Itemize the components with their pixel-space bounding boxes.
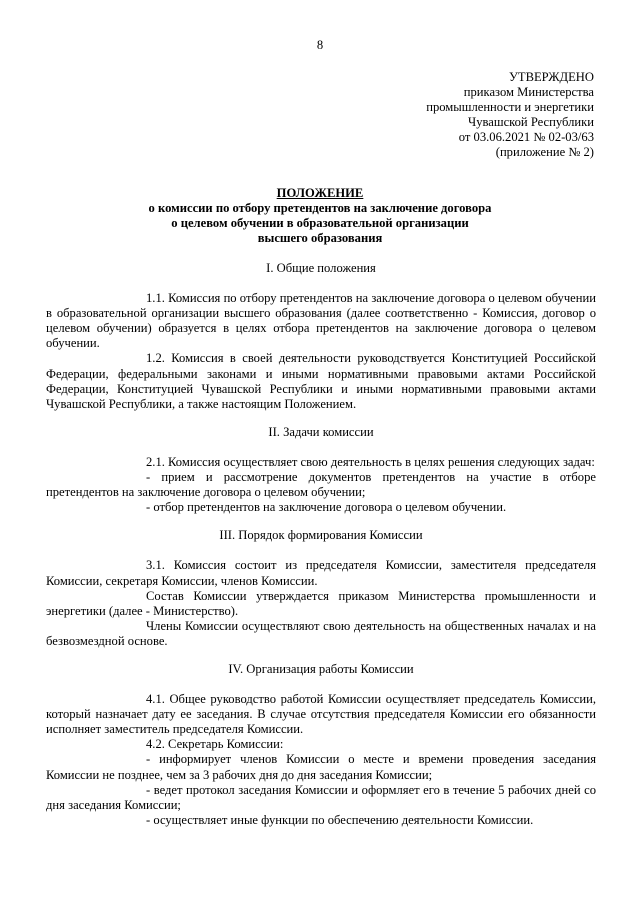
approval-line: УТВЕРЖДЕНО [508,70,594,84]
paragraph: 4.1. Общее руководство работой Комиссии осуществляет председатель Комиссии, который назначает дату ее заседания. В случае отсутствия председателя Комиссии его обязанности исполняет заместитель председателя Комиссии. [46,692,596,737]
title-main: ПОЛОЖЕНИЕ [276,186,364,200]
paragraph: 1.1. Комиссия по отбору претендентов на заключение договора о целевом обучении в образовательной организации высшего образования (далее соответственно - Комиссия, договор о целевом обучении) образуется в целях отбора претендентов на заключение договора о целевом обучении. [46,291,596,351]
section-heading: II. Задачи комиссии [268,424,374,439]
title-subtitle-line: о комиссии по отбору претендентов на заключение договора [148,201,492,216]
paragraph: 3.1. Комиссия состоит из председателя Комиссии, заместителя председателя Комиссии, секретаря Комиссии, членов Комиссии. [46,558,596,588]
section-tasks [46,425,596,515]
paragraph: 1.2. Комиссия в своей деятельности руководствуется Конституцией Российской Федерации, федеральными законами и иными нормативными правовыми актами Российской Федерации, Конституцией Чувашской Республики и иными нормативными правовыми актами Чувашской Республики, а также настоящим Положением. [46,351,596,411]
paragraph: - прием и рассмотрение документов претендентов на участие в отборе претендентов на заключение договора о целевом обучении; [46,470,596,500]
section-heading: III. Порядок формирования Комиссии [219,528,423,543]
paragraph: - отбор претендентов на заключение договора о целевом обучении. [146,500,507,515]
paragraph: Состав Комиссии утверждается приказом Министерства промышленности и энергетики (далее - Министерство). [46,588,596,618]
approval-line: промышленности и энергетики [426,100,594,115]
section-heading: IV. Организация работы Комиссии [228,661,414,676]
approval-line: от 03.06.2021 № 02-03/63 [458,130,594,145]
document-title [60,186,580,246]
approval-line: (приложение № 2) [495,145,594,160]
paragraph: 4.2. Секретарь Комиссии: [146,737,284,752]
paragraph: - осуществляет иные функции по обеспечению деятельности Комиссии. [146,812,534,827]
paragraph: Члены Комиссии осуществляют свою деятельность на общественных началах и на безвозмездной основе. [46,618,596,648]
approval-line: приказом Министерства [463,85,594,100]
title-subtitle-line: высшего образования [257,231,383,246]
title-subtitle-line: о целевом обучении в образовательной организации [171,216,469,231]
page-number: 8 [316,38,324,52]
approval-stamp [426,70,594,161]
approval-line: Чувашской Республики [468,115,594,130]
document-body [46,261,596,828]
section-general [46,261,596,412]
section-heading: I. Общие положения [266,261,376,275]
paragraph: 2.1. Комиссия осуществляет свою деятельность в целях решения следующих задач: [146,454,595,469]
section-organization [46,662,596,828]
section-formation [46,528,596,649]
paragraph: - ведет протокол заседания Комиссии и оформляет его в течение 5 рабочих дней со дня заседания Комиссии; [46,782,596,812]
paragraph: - информирует членов Комиссии о месте и времени проведения заседания Комиссии не позднее, чем за 3 рабочих дня до дня заседания Комиссии; [46,752,596,782]
